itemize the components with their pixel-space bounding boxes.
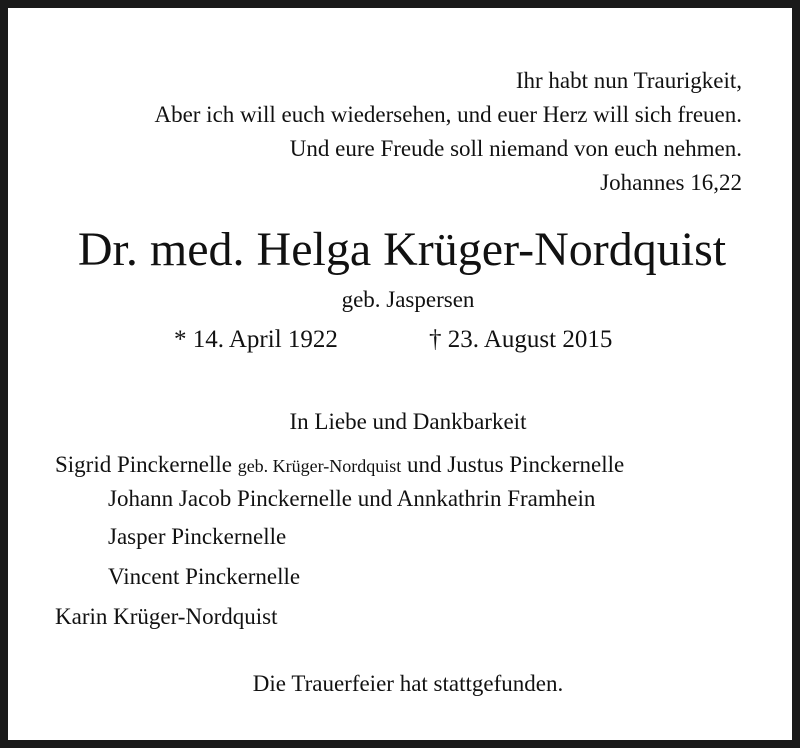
quote-line: Aber ich will euch wiedersehen, und euer Herz will sich freuen. bbox=[154, 102, 742, 127]
death-date: † 23. August 2015 bbox=[429, 326, 613, 353]
quote-line: Ihr habt nun Traurigkeit, bbox=[515, 68, 742, 93]
mourner-maiden-name: geb. Krüger-Nordquist bbox=[237, 456, 402, 476]
mourner-name: und Justus Pinckernelle bbox=[407, 452, 625, 477]
birth-name: geb. Jaspersen bbox=[341, 287, 475, 312]
quote-line: Und eure Freude soll niemand von euch nehmen. bbox=[289, 136, 742, 161]
mourner-name: Sigrid Pinckernelle bbox=[55, 452, 232, 477]
bible-quote bbox=[154, 64, 742, 200]
mourner-line: Jasper Pinckernelle bbox=[108, 524, 287, 549]
funeral-notice: Die Trauerfeier hat stattgefunden. bbox=[252, 671, 564, 696]
mourner-line: Karin Krüger-Nordquist bbox=[55, 604, 278, 629]
mourner-line: Johann Jacob Pinckernelle und Annkathrin Framhein bbox=[108, 486, 596, 511]
mourner-line bbox=[55, 450, 624, 481]
quote-source: Johannes 16,22 bbox=[600, 170, 742, 195]
mourner-line: Vincent Pinckernelle bbox=[108, 564, 301, 589]
birth-date: * 14. April 1922 bbox=[174, 326, 338, 353]
deceased-name: Dr. med. Helga Krüger-Nordquist bbox=[77, 223, 727, 276]
dedication: In Liebe und Dankbarkeit bbox=[289, 409, 527, 434]
